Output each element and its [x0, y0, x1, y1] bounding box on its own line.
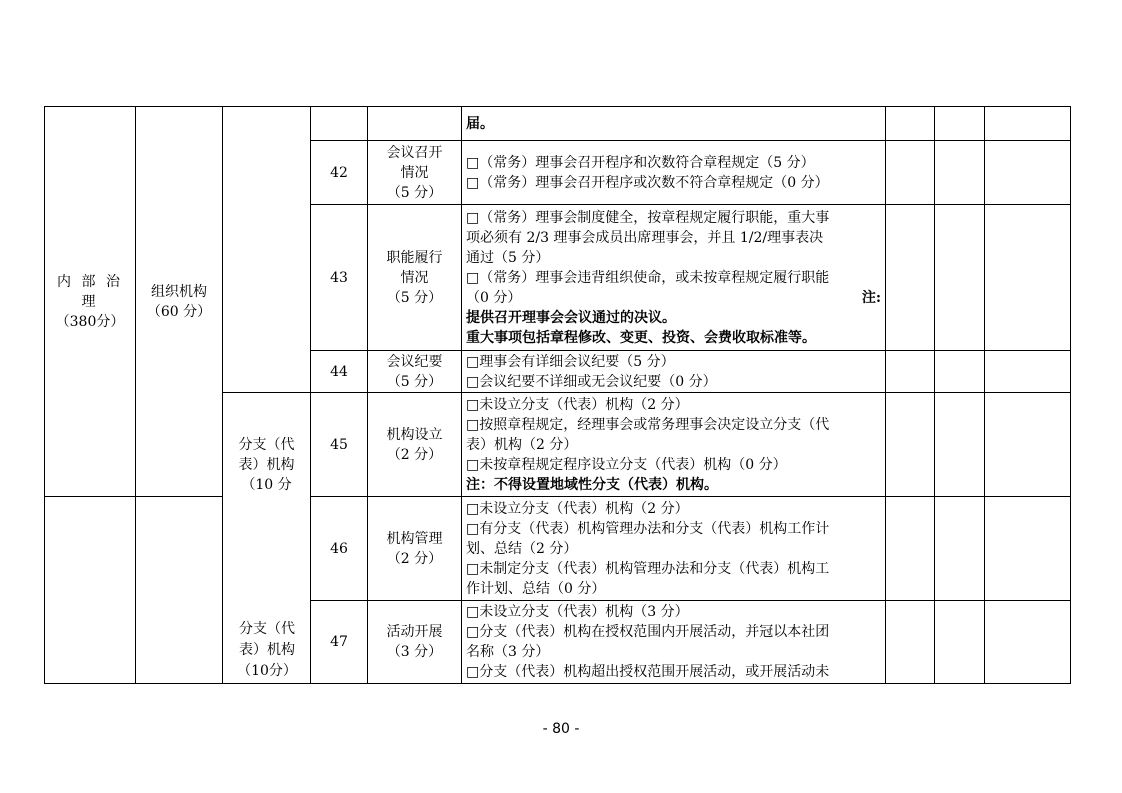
criteria-cell [462, 393, 886, 497]
branch-score: （10分） [237, 663, 297, 679]
criteria-text: （0 分） [466, 289, 522, 306]
criteria-cell [462, 351, 886, 393]
criteria-line: □未制定分支（代表）机构管理办法和分支（代表）机构工 [466, 560, 830, 577]
criteria-cell [462, 141, 886, 205]
criteria-cell [462, 107, 886, 141]
score-cell [886, 351, 935, 393]
item-number: 46 [311, 497, 368, 601]
item-name-cell [368, 351, 462, 393]
score-cell [886, 141, 935, 205]
item-number: 47 [311, 601, 368, 684]
score-cell [886, 393, 935, 497]
criteria-line: □会议纪要不详细或无会议纪要（0 分） [466, 373, 717, 390]
page-number: - 80 - [542, 721, 580, 737]
criteria-cell [462, 497, 886, 601]
criteria-line: □理事会有详细会议纪要（5 分） [466, 353, 675, 370]
branch-name-line: 表）机构 [238, 457, 295, 473]
item-name-cell [368, 497, 462, 601]
item-name-line: 会议纪要 [386, 353, 443, 370]
empty-item-cell [368, 107, 462, 141]
criteria-line: 作计划、总结（0 分） [466, 580, 606, 597]
criteria-line: □（常务）理事会违背组织使命，或未按章程规定履行职能 [466, 269, 830, 286]
criteria-line: □未设立分支（代表）机构（3 分） [466, 604, 689, 620]
branch-name-line: 表）机构 [239, 642, 295, 658]
note-line: 提供召开理事会会议通过的决议。 [466, 309, 676, 326]
item-number: 42 [311, 141, 368, 205]
item-name-cell [368, 393, 462, 497]
criteria-cell [462, 601, 886, 684]
criteria-line: □有分支（代表）机构管理办法和分支（代表）机构工作计 [466, 520, 830, 537]
item-number: 45 [311, 393, 368, 497]
category-score: （380分） [55, 313, 125, 330]
item-name-line: 活动开展 [386, 624, 443, 640]
score-cell [935, 393, 985, 497]
empty-group-cell [223, 107, 311, 393]
branch-name-line: 分支（代 [239, 621, 295, 637]
item-name-cell [368, 141, 462, 205]
criteria-line: 通过（5 分） [466, 249, 550, 266]
category-cell-continued [45, 497, 136, 684]
item-name-line: 机构管理 [386, 530, 443, 547]
remark-cell [985, 205, 1071, 351]
subcategory-score: （60 分） [146, 303, 212, 320]
criteria-line: □未按章程规定程序设立分支（代表）机构（0 分） [466, 456, 787, 473]
score-cell [935, 107, 985, 141]
table-row [45, 497, 1071, 601]
note-line: 重大事项包括章程修改、变更、投资、会费收取标准等。 [466, 329, 816, 346]
remark-cell [985, 141, 1071, 205]
branch-name-line: 分支（代 [238, 437, 295, 453]
subcategory-name: 组织机构 [151, 283, 207, 300]
item-name-line: 职能履行 [386, 249, 443, 266]
criteria-line: □分支（代表）机构在授权范围内开展活动，并冠以本社团 [466, 624, 830, 640]
remark-cell [985, 497, 1071, 601]
evaluation-table [44, 106, 1071, 684]
item-name-line: 情况 [400, 164, 429, 181]
subcategory-cell-continued [136, 497, 223, 684]
item-score: （5 分） [386, 184, 443, 201]
item-number: 44 [311, 351, 368, 393]
criteria-line: 项必须有 2/3 理事会成员出席理事会，并且 1/2/理事表决 [466, 229, 824, 246]
branch-group-label [223, 393, 310, 495]
item-name-cell [368, 205, 462, 351]
criteria-line: 届。 [466, 115, 494, 132]
criteria-line: 表）机构（2 分） [466, 436, 578, 453]
score-cell [935, 351, 985, 393]
item-score: （2 分） [386, 550, 443, 567]
category-name: 内 部 治 理 [57, 273, 123, 310]
remark-cell [985, 351, 1071, 393]
note-label: 注: [861, 289, 881, 306]
table-row-continued [45, 107, 1071, 141]
note-line: 注：不得设置地域性分支（代表）机构。 [466, 476, 718, 493]
score-cell [886, 205, 935, 351]
item-name-line: 情况 [400, 269, 429, 286]
subcategory-cell [136, 107, 223, 497]
score-cell [886, 601, 935, 684]
criteria-line-with-note [466, 288, 881, 308]
criteria-cell [462, 205, 886, 351]
criteria-line: □（常务）理事会召开程序和次数符合章程规定（5 分） [466, 154, 815, 171]
criteria-line: 划、总结（2 分） [466, 540, 578, 557]
score-cell [935, 497, 985, 601]
score-cell [935, 205, 985, 351]
criteria-line: □（常务）理事会召开程序或次数不符合章程规定（0 分） [466, 174, 829, 191]
item-number: 43 [311, 205, 368, 351]
score-cell [886, 107, 935, 141]
item-name-line: 机构设立 [386, 426, 443, 443]
criteria-line: □（常务）理事会制度健全，按章程规定履行职能，重大事 [466, 209, 830, 226]
criteria-line: □按照章程规定，经理事会或常务理事会决定设立分支（代 [466, 416, 830, 433]
criteria-line: □分支（代表）机构超出授权范围开展活动，或开展活动未 [466, 664, 830, 680]
remark-cell [985, 393, 1071, 497]
item-name-cell [368, 601, 462, 684]
item-score: （5 分） [386, 289, 443, 306]
item-score: （3 分） [386, 644, 443, 660]
empty-no-cell [311, 107, 368, 141]
score-cell [886, 497, 935, 601]
branch-group-label-repeat [224, 619, 310, 682]
remark-cell [985, 601, 1071, 684]
score-cell [935, 601, 985, 684]
remark-cell [985, 107, 1071, 141]
criteria-line: 名称（3 分） [466, 644, 550, 660]
item-score: （5 分） [386, 373, 443, 390]
criteria-line: □未设立分支（代表）机构（2 分） [466, 396, 689, 413]
branch-score: （10 分 [241, 477, 292, 493]
score-cell [935, 141, 985, 205]
item-score: （2 分） [386, 446, 443, 463]
category-cell [45, 107, 136, 497]
criteria-line: □未设立分支（代表）机构（2 分） [466, 500, 689, 517]
item-name-line: 会议召开 [386, 144, 443, 161]
